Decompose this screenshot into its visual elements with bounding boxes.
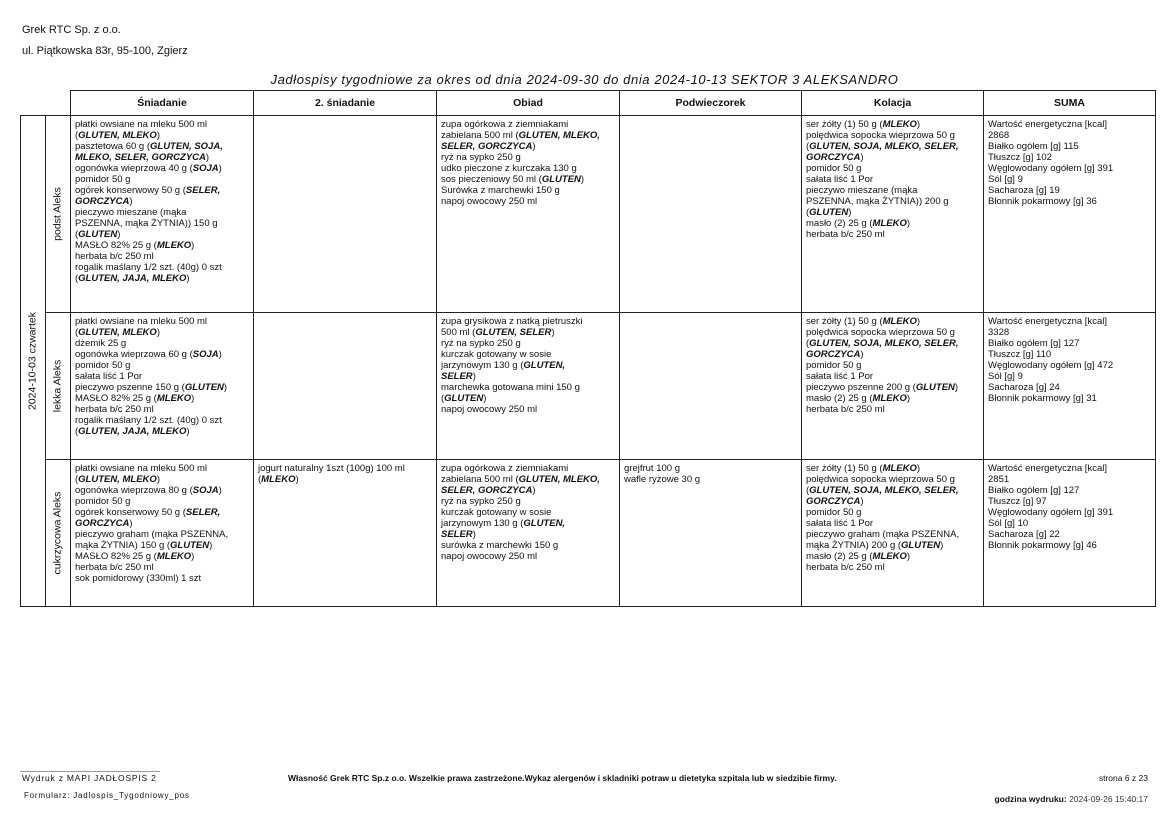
meal-cell-afternoon-snack	[620, 313, 802, 460]
menu-line: ser żółty (1) 50 g (MLEKO)	[806, 316, 921, 327]
allergen-text: GLUTEN, SOJA,	[150, 141, 223, 152]
column-header-sum: SUMA	[984, 91, 1156, 116]
menu-line: płatki owsiane na mleku 500 ml	[75, 463, 208, 474]
menu-line: sałata liść 1 Por	[75, 371, 143, 382]
menu-line: PSZENNA, mąka ŻYTNIA)) 200 g	[806, 196, 949, 207]
allergen-text: GLUTEN,	[523, 360, 566, 371]
menu-line: pomidor 50 g	[806, 507, 862, 518]
allergen-text: GLUTEN	[444, 393, 484, 404]
allergen-text: GLUTEN, MLEKO,	[518, 130, 600, 141]
menu-line: pieczywo mieszane (mąka	[806, 185, 918, 196]
allergen-text: MLEKO	[882, 316, 917, 327]
menu-line: dżemik 25 g	[75, 338, 127, 349]
ownership-note: Własność Grek RTC Sp.z o.o. Wszelkie prawa zastrzeżone.Wykaz alergenów i skladniki potraw u dietetyka szpitala lub w siedzibie firmy.	[288, 773, 837, 783]
menu-line: GORCZYCA)	[75, 518, 133, 529]
allergen-text: MLEKO	[872, 218, 907, 229]
menu-line: MLEKO, SELER, GORCZYCA)	[75, 152, 210, 163]
menu-line: polędwica sopocka wieprzowa 50 g	[806, 474, 955, 485]
allergen-text: MLEKO	[156, 240, 192, 251]
menu-line: (GLUTEN, SOJA, MLEKO, SELER,	[806, 141, 959, 152]
menu-line: zabielana 500 ml (GLUTEN, MLEKO,	[441, 474, 600, 485]
meal-cell-afternoon-snack	[620, 116, 802, 313]
menu-line: Wartość energetyczna [kcal]	[988, 119, 1107, 130]
allergen-text: GORCZYCA	[806, 496, 861, 507]
menu-line: (GLUTEN, MLEKO)	[75, 327, 160, 338]
menu-line: SELER, GORCZYCA)	[441, 141, 536, 152]
menu-line: SELER)	[441, 529, 476, 540]
menu-line: Tłuszcz [g] 102	[988, 152, 1052, 163]
allergen-text: SOJA	[192, 163, 219, 174]
menu-line: pomidor 50 g	[806, 360, 862, 371]
menu-line: Błonnik pokarmowy [g] 46	[988, 540, 1097, 551]
allergen-text: MLEKO	[156, 393, 192, 404]
menu-line: herbata b/c 250 ml	[75, 251, 154, 262]
column-header-breakfast: Śniadanie	[71, 91, 254, 116]
company-address: ul. Piątkowska 83r, 95-100, Zgierz	[22, 45, 188, 57]
menu-line: jarzynowym 130 g (GLUTEN,	[441, 360, 566, 371]
printout-source: Wydruk z MAPI JADŁOSPIS 2	[22, 773, 157, 783]
menu-line: Wartość energetyczna [kcal]	[988, 463, 1107, 474]
allergen-text: GLUTEN, SOJA, MLEKO, SELER,	[809, 141, 959, 152]
menu-line: (GLUTEN, JAJA, MLEKO)	[75, 426, 190, 437]
allergen-text: MLEKO	[882, 119, 917, 130]
menu-line: ogonówka wieprzowa 40 g (SOJA)	[75, 163, 222, 174]
menu-line: masło (2) 25 g (MLEKO)	[806, 218, 911, 229]
menu-line: Błonnik pokarmowy [g] 31	[988, 393, 1097, 404]
allergen-text: GLUTEN, MLEKO	[78, 327, 157, 338]
column-header-second-breakfast: 2. śniadanie	[254, 91, 437, 116]
print-time-value: 2024-09-26 15:40:17	[1069, 794, 1148, 804]
menu-line: jarzynowym 130 g (GLUTEN,	[441, 518, 566, 529]
allergen-text: MLEKO	[156, 551, 192, 562]
menu-line: herbata b/c 250 ml	[75, 562, 154, 573]
print-time-label: godzina wydruku:	[994, 794, 1067, 804]
footer-rule	[20, 771, 160, 772]
menu-line: płatki owsiane na mleku 500 ml	[75, 119, 208, 130]
allergen-text: GLUTEN, JAJA, MLEKO	[78, 426, 187, 437]
menu-line: pieczywo graham (mąka PSZENNA,	[806, 529, 960, 540]
menu-line: Sacharoza [g] 19	[988, 185, 1060, 196]
menu-line: grejfrut 100 g	[624, 463, 680, 474]
menu-line: (GLUTEN, SOJA, MLEKO, SELER,	[806, 338, 959, 349]
diet-label: lekka Aleks	[51, 359, 64, 413]
menu-line: (GLUTEN, MLEKO)	[75, 474, 160, 485]
column-header-lunch: Obiad	[437, 91, 620, 116]
menu-line: polędwica sopocka wieprzowa 50 g	[806, 327, 955, 338]
menu-line: Wartość energetyczna [kcal]	[988, 316, 1107, 327]
menu-line: ser żółty (1) 50 g (MLEKO)	[806, 463, 921, 474]
allergen-text: GORCZYCA	[806, 152, 861, 163]
allergen-text: SOJA	[192, 485, 219, 496]
menu-line: pomidor 50 g	[75, 174, 131, 185]
menu-line: Węglowodany ogółem [g] 472	[988, 360, 1114, 371]
menu-line: SELER)	[441, 371, 476, 382]
allergen-text: GLUTEN, MLEKO,	[518, 474, 600, 485]
meal-cell-lunch	[437, 313, 620, 460]
menu-line: Tłuszcz [g] 110	[988, 349, 1052, 360]
menu-line: udko pieczone z kurczaka 130 g	[441, 163, 577, 174]
menu-line: pieczywo pszenne 200 g (GLUTEN)	[806, 382, 959, 393]
menu-line: GORCZYCA)	[75, 196, 133, 207]
meal-cell-lunch	[437, 460, 620, 607]
menu-line: kurczak gotowany w sosie	[441, 349, 552, 360]
menu-line: marchewka gotowana mini 150 g	[441, 382, 580, 393]
menu-line: Tłuszcz [g] 97	[988, 496, 1047, 507]
allergen-text: SELER, GORCZYCA	[441, 141, 533, 152]
menu-line: ser żółty (1) 50 g (MLEKO)	[806, 119, 921, 130]
menu-line: napoj owocowy 250 ml	[441, 196, 538, 207]
allergen-text: MLEKO	[872, 551, 907, 562]
menu-line: sok pomidorowy (330ml) 1 szt	[75, 573, 202, 584]
menu-line: pieczywo pszenne 150 g (GLUTEN)	[75, 382, 228, 393]
diet-label: cukrzycowa Aleks	[51, 491, 64, 575]
menu-line: herbata b/c 250 ml	[806, 404, 885, 415]
allergen-text: GLUTEN, MLEKO	[78, 474, 157, 485]
allergen-text: SELER	[441, 371, 473, 382]
menu-line: 500 ml (GLUTEN, SELER)	[441, 327, 555, 338]
menu-line: mąka ŻYTNIA) 200 g (GLUTEN)	[806, 540, 944, 551]
menu-line: pomidor 50 g	[75, 360, 131, 371]
table-row	[21, 116, 1156, 313]
menu-line: Sól [g] 10	[988, 518, 1029, 529]
menu-line: Surówka z marchewki 150 g	[441, 185, 560, 196]
allergen-text: SELER,	[185, 185, 221, 196]
menu-line: Białko ogółem [g] 127	[988, 338, 1080, 349]
menu-line: napoj owocowy 250 ml	[441, 551, 538, 562]
nutrition-sum-cell	[984, 460, 1156, 607]
nutrition-sum-cell	[984, 116, 1156, 313]
column-header-afternoon-snack: Podwieczorek	[620, 91, 802, 116]
menu-line: GORCZYCA)	[806, 349, 864, 360]
document-title: Jadłospisy tygodniowe za okres od dnia 2024-09-30 do dnia 2024-10-13 SEKTOR 3 ALEKSANDRO	[270, 72, 899, 87]
table-row	[21, 460, 1156, 607]
diet-cell	[46, 116, 71, 313]
header-spacer	[46, 91, 71, 116]
meal-cell-second-breakfast	[254, 460, 437, 607]
header-spacer	[21, 91, 46, 116]
allergen-text: SELER	[441, 529, 473, 540]
allergen-text: GORCZYCA	[75, 196, 130, 207]
menu-line: pasztetowa 60 g (GLUTEN, SOJA,	[75, 141, 223, 152]
menu-line: Węglowodany ogółem [g] 391	[988, 507, 1114, 518]
allergen-text: MLEKO	[882, 463, 917, 474]
diet-cell	[46, 460, 71, 607]
menu-line: ryż na sypko 250 g	[441, 496, 521, 507]
menu-line: Sacharoza [g] 24	[988, 382, 1060, 393]
menu-line: (GLUTEN)	[806, 207, 852, 218]
diet-label: podst Aleks	[51, 187, 64, 241]
menu-line: pieczywo graham (mąka PSZENNA,	[75, 529, 229, 540]
meal-cell-breakfast	[71, 460, 254, 607]
allergen-text: MLEKO	[872, 393, 907, 404]
menu-line: kurczak gotowany w sosie	[441, 507, 552, 518]
menu-line: ryż na sypko 250 g	[441, 338, 521, 349]
meal-cell-dinner	[802, 460, 984, 607]
allergen-text: GLUTEN, JAJA, MLEKO	[78, 273, 187, 284]
menu-line: ogórek konserwowy 50 g (SELER,	[75, 185, 221, 196]
meal-cell-second-breakfast	[254, 313, 437, 460]
menu-line: masło (2) 25 g (MLEKO)	[806, 393, 911, 404]
menu-line: rogalik maślany 1/2 szt. (40g) 0 szt	[75, 415, 222, 426]
allergen-text: GORCZYCA	[806, 349, 861, 360]
company-name: Grek RTC Sp. z o.o.	[22, 24, 121, 36]
allergen-text: GORCZYCA	[75, 518, 130, 529]
meal-cell-breakfast	[71, 116, 254, 313]
menu-line: ryż na sypko 250 g	[441, 152, 521, 163]
table-header-row	[21, 91, 1156, 116]
form-name: Formularz: Jadlospis_Tygodniowy_pos	[24, 791, 190, 800]
menu-line: Węglowodany ogółem [g] 391	[988, 163, 1114, 174]
allergen-text: GLUTEN, SOJA, MLEKO, SELER,	[809, 485, 959, 496]
allergen-text: GLUTEN, SELER	[475, 327, 552, 338]
meal-cell-lunch	[437, 116, 620, 313]
allergen-text: GLUTEN,	[523, 518, 566, 529]
menu-line: Sól [g] 9	[988, 371, 1023, 382]
menu-line: herbata b/c 250 ml	[806, 562, 885, 573]
allergen-text: SOJA	[192, 349, 219, 360]
menu-line: ogonówka wieprzowa 80 g (SOJA)	[75, 485, 222, 496]
diet-cell	[46, 313, 71, 460]
meal-cell-dinner	[802, 313, 984, 460]
allergen-text: GLUTEN	[541, 174, 581, 185]
allergen-text: GLUTEN	[901, 540, 941, 551]
menu-line: GORCZYCA)	[806, 152, 864, 163]
date-label: 2024-10-03 czwartek	[26, 311, 39, 411]
menu-line: Sól [g] 9	[988, 174, 1023, 185]
menu-line: jogurt naturalny 1szt (100g) 100 ml	[258, 463, 405, 474]
meal-cell-dinner	[802, 116, 984, 313]
menu-line: sos pieczeniowy 50 ml (GLUTEN)	[441, 174, 585, 185]
menu-line: zupa ogórkowa z ziemniakami	[441, 463, 569, 474]
menu-line: GORCZYCA)	[806, 496, 864, 507]
menu-line: zupa ogórkowa z ziemniakami	[441, 119, 569, 130]
menu-line: Błonnik pokarmowy [g] 36	[988, 196, 1097, 207]
menu-line: surówka z marchewki 150 g	[441, 540, 559, 551]
print-time	[994, 794, 1148, 804]
menu-line: Białko ogółem [g] 127	[988, 485, 1080, 496]
menu-line: ogórek konserwowy 50 g (SELER,	[75, 507, 221, 518]
allergen-text: GLUTEN	[809, 207, 849, 218]
menu-line: pomidor 50 g	[806, 163, 862, 174]
menu-line: pomidor 50 g	[75, 496, 131, 507]
menu-line: Sacharoza [g] 22	[988, 529, 1060, 540]
date-cell	[21, 116, 46, 607]
menu-line: zabielana 500 ml (GLUTEN, MLEKO,	[441, 130, 600, 141]
menu-line: (GLUTEN, SOJA, MLEKO, SELER,	[806, 485, 959, 496]
table-row	[21, 313, 1156, 460]
page-number: strona 6 z 23	[1098, 773, 1148, 783]
menu-line: mąka ŻYTNIA) 150 g (GLUTEN)	[75, 540, 213, 551]
menu-line: polędwica sopocka wieprzowa 50 g	[806, 130, 955, 141]
menu-line: (GLUTEN, MLEKO)	[75, 130, 160, 141]
menu-line: MASŁO 82% 25 g (MLEKO)	[75, 393, 195, 404]
allergen-text: GLUTEN	[78, 229, 118, 240]
weekly-menu-table	[20, 90, 1156, 607]
menu-line: pieczywo mieszane (mąka	[75, 207, 187, 218]
meal-cell-afternoon-snack	[620, 460, 802, 607]
allergen-text: SELER, GORCZYCA	[441, 485, 533, 496]
menu-line: SELER, GORCZYCA)	[441, 485, 536, 496]
menu-line: (GLUTEN, JAJA, MLEKO)	[75, 273, 190, 284]
menu-line: (MLEKO)	[258, 474, 299, 485]
menu-line: masło (2) 25 g (MLEKO)	[806, 551, 911, 562]
meal-cell-second-breakfast	[254, 116, 437, 313]
menu-line: (GLUTEN)	[75, 229, 121, 240]
menu-line: 2851	[988, 474, 1010, 485]
menu-line: rogalik maślany 1/2 szt. (40g) 0 szt	[75, 262, 222, 273]
menu-line: sałata liść 1 Por	[806, 371, 874, 382]
menu-line: MASŁO 82% 25 g (MLEKO)	[75, 551, 195, 562]
allergen-text: GLUTEN	[915, 382, 955, 393]
menu-line: herbata b/c 250 ml	[75, 404, 154, 415]
allergen-text: GLUTEN	[184, 382, 224, 393]
menu-line: sałata liść 1 Por	[806, 174, 874, 185]
allergen-text: MLEKO	[261, 474, 296, 485]
menu-line: 2868	[988, 130, 1010, 141]
menu-line: PSZENNA, mąka ŻYTNIA)) 150 g	[75, 218, 218, 229]
menu-line: wafle ryżowe 30 g	[624, 474, 701, 485]
menu-line: Białko ogółem [g] 115	[988, 141, 1079, 152]
menu-line: MASŁO 82% 25 g (MLEKO)	[75, 240, 195, 251]
menu-line: ogonówka wieprzowa 60 g (SOJA)	[75, 349, 222, 360]
allergen-text: GLUTEN, SOJA, MLEKO, SELER,	[809, 338, 959, 349]
meal-cell-breakfast	[71, 313, 254, 460]
menu-line: 3328	[988, 327, 1010, 338]
menu-line: płatki owsiane na mleku 500 ml	[75, 316, 208, 327]
allergen-text: SELER,	[185, 507, 221, 518]
menu-line: sałata liść 1 Por	[806, 518, 874, 529]
column-header-dinner: Kolacja	[802, 91, 984, 116]
menu-line: herbata b/c 250 ml	[806, 229, 885, 240]
allergen-text: MLEKO, SELER, GORCZYCA	[75, 152, 206, 163]
menu-line: (GLUTEN)	[441, 393, 487, 404]
allergen-text: GLUTEN	[170, 540, 210, 551]
allergen-text: GLUTEN, MLEKO	[78, 130, 157, 141]
menu-line: zupa grysikowa z natką pietruszki	[441, 316, 583, 327]
menu-line: napoj owocowy 250 ml	[441, 404, 538, 415]
nutrition-sum-cell	[984, 313, 1156, 460]
